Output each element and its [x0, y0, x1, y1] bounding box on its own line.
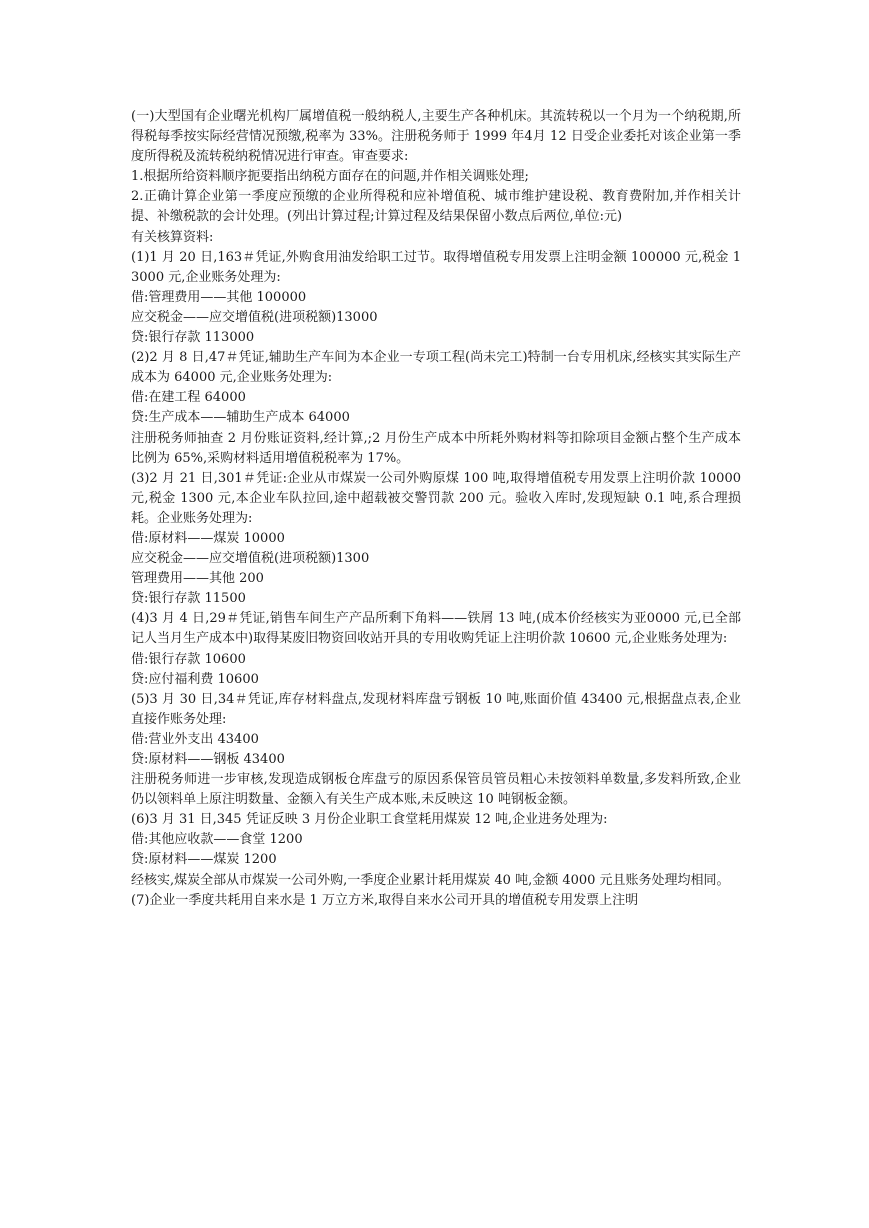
entry-line: 借:营业外支出 43400: [131, 731, 259, 747]
entry-line: 借:原材料——煤炭 10000: [131, 530, 285, 546]
entry-line: 贷:应付福利费 10600: [131, 671, 259, 687]
paragraph-intro: (一)大型国有企业曙光机构厂属增值税一般纳税人,主要生产各种机床。其流转税以一个月为一个纳税期,所得税每季按实际经营情况预缴,税率为 33%。注册税务师于 1999 年4月 12 日受企业委托对该企业第一季度所得税及流转税纳税情况进行审查。审查要求:: [131, 109, 741, 165]
entry-line: 应交税金——应交增值税(进项税额)13000: [131, 309, 378, 325]
requirement-2: 2.正确计算企业第一季度应预缴的企业所得税和应补增值税、城市维护建设税、教育费附加,并作相关计提、补缴税款的会计处理。(列出计算过程;计算过程及结果保留小数点后两位,单位:元): [131, 189, 741, 225]
note-paragraph: 注册税务师进一步审核,发现造成钢板仓库盘亏的原因系保管员管员粗心未按领料单数量,多发料所致,企业仍以领料单上原注明数量、金额入有关生产成本账,未反映这 10 吨钢板金额。: [131, 772, 741, 808]
entry-line: 应交税金——应交增值税(进项税额)1300: [131, 551, 370, 567]
entry-line: 管理费用——其他 200: [131, 571, 264, 587]
entry-line: 贷:原材料——煤炭 1200: [131, 852, 277, 868]
item-5: (5)3 月 30 日,34＃凭证,库存材料盘点,发现材料库盘亏钢板 10 吨,账面价值 43400 元,根据盘点表,企业直接作账务处理:: [131, 691, 741, 727]
requirement-1: 1.根据所给资料顺序扼要指出纳税方面存在的问题,并作相关调账处理;: [131, 169, 529, 185]
item-1: (1)1 月 20 日,163＃凭证,外购食用油发给职工过节。取得增值税专用发票上注明金额 100000 元,税金 13000 元,企业账务处理为:: [131, 249, 741, 285]
item-2: (2)2 月 8 日,47＃凭证,辅助生产车间为本企业一专项工程(尚未完工)特制一台专用机床,经核实其实际生产成本为 64000 元,企业账务处理为:: [131, 350, 741, 386]
entry-line: 借:银行存款 10600: [131, 651, 246, 667]
note-paragraph: 经核实,煤炭全部从市煤炭一公司外购,一季度企业累计耗用煤炭 40 吨,金额 4000 元且账务处理均相同。: [131, 872, 730, 888]
document-body: [131, 107, 741, 911]
entry-line: 借:在建工程 64000: [131, 390, 246, 406]
note-paragraph: 注册税务师抽查 2 月份账证资料,经计算,;2 月份生产成本中所耗外购材料等扣除项目金额占整个生产成本比例为 65%,采购材料适用增值税税率为 17%。: [131, 430, 741, 466]
item-6: (6)3 月 31 日,345 凭证反映 3 月份企业职工食堂耗用煤炭 12 吨,企业进务处理为:: [131, 812, 608, 828]
section-heading: 有关核算资料:: [131, 229, 214, 245]
entry-line: 贷:生产成本——辅助生产成本 64000: [131, 410, 350, 426]
entry-line: 贷:原材料——钢板 43400: [131, 752, 285, 767]
entry-line: 贷:银行存款 11500: [131, 591, 246, 607]
item-3: (3)2 月 21 日,301＃凭证:企业从市煤炭一公司外购原煤 100 吨,取得增值税专用发票上注明价款 10000 元,税金 1300 元,本企业车队拉回,途中超载被交警罚款 200 元。验收入库时,发现短缺 0.1 吨,系合理损耗。企业账务处理为:: [131, 470, 741, 526]
entry-line: 借:管理费用——其他 100000: [131, 289, 307, 305]
item-4: (4)3 月 4 日,29＃凭证,销售车间生产产品所剩下角料——铁屑 13 吨,(成本价经核实为亚0000 元,已全部记人当月生产成本中)取得某废旧物资回收站开具的专用收购凭证上注明价款 10600 元,企业账务处理为:: [131, 611, 741, 647]
entry-line: 贷:银行存款 113000: [131, 330, 255, 346]
entry-line: 借:其他应收款——食堂 1200: [131, 832, 303, 848]
item-7: (7)企业一季度共耗用自来水是 1 万立方米,取得自来水公司开具的增值税专用发票上注明: [131, 892, 639, 908]
